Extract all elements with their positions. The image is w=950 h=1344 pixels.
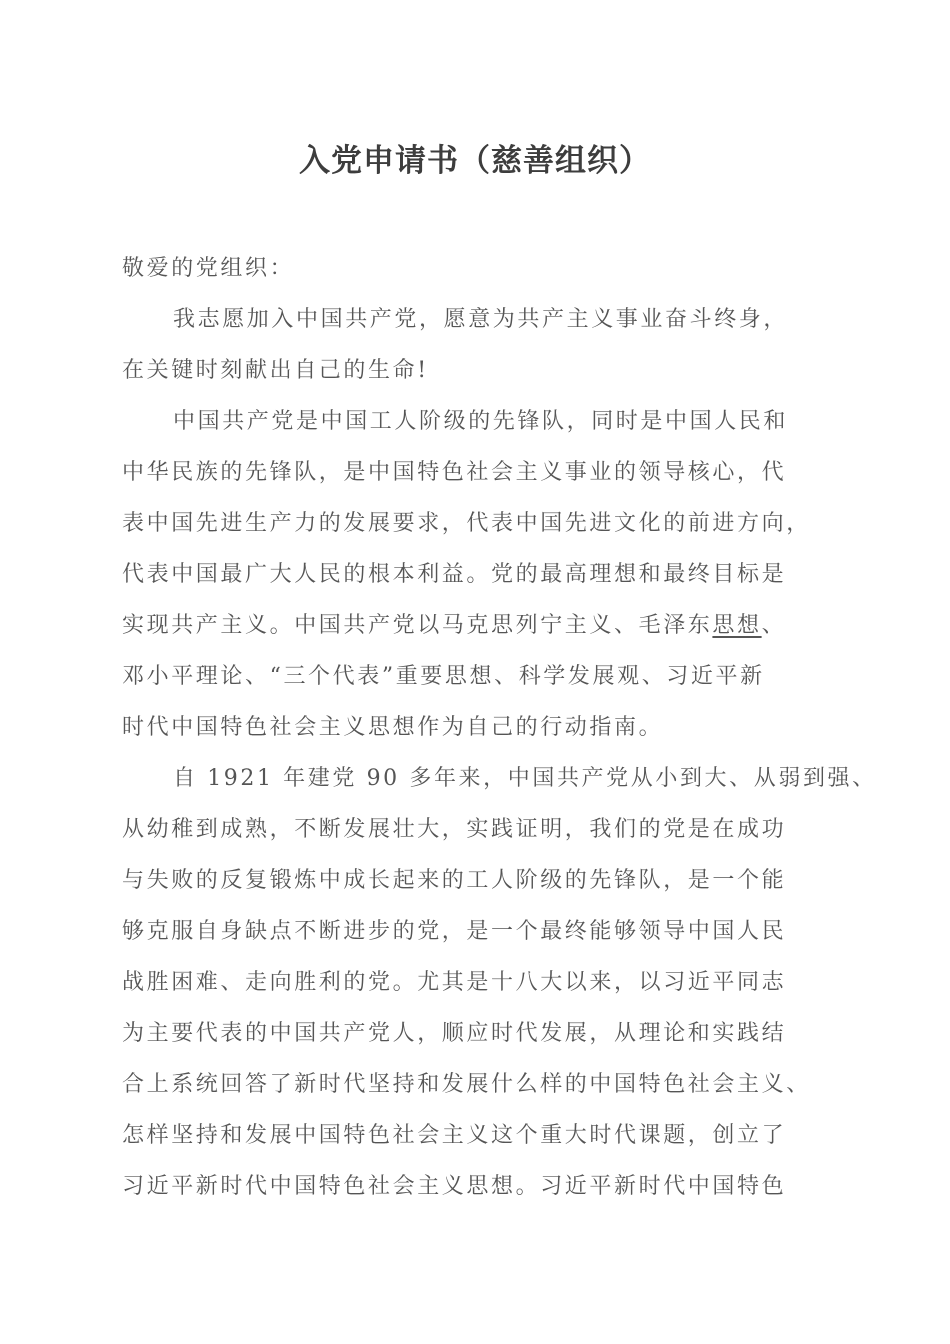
paragraph-line: 从幼稚到成熟，不断发展壮大，实践证明，我们的党是在成功 [122, 817, 787, 842]
paragraph-line: 够克服自身缺点不断进步的党，是一个最终能够领导中国人民 [122, 919, 787, 944]
paragraph-line: 时代中国特色社会主义思想作为自己的行动指南。 [122, 715, 664, 740]
paragraph-line: 我志愿加入中国共产党，愿意为共产主义事业奋斗终身， [173, 307, 789, 332]
underlined-text: 思想 [712, 613, 762, 638]
document-body [122, 243, 877, 1212]
paragraph-line: 合上系统回答了新时代坚持和发展什么样的中国特色社会主义、 [122, 1072, 811, 1097]
paragraph-line: 中国共产党是中国工人阶级的先锋队，同时是中国人民和 [173, 409, 789, 434]
paragraph-line: 自 1921 年建党 90 多年来，中国共产党从小到大、从弱到强、 [173, 766, 877, 791]
paragraph-line: 习近平新时代中国特色社会主义思想。习近平新时代中国特色 [122, 1174, 787, 1199]
paragraph-line: 表中国先进生产力的发展要求，代表中国先进文化的前进方向， [122, 511, 811, 536]
salutation: 敬爱的党组织： [122, 256, 295, 281]
paragraph-line: 邓小平理论、“三个代表”重要思想、科学发展观、习近平新 [122, 664, 765, 689]
document-title: 入党申请书（慈善组织） [299, 143, 651, 179]
paragraph-line: 为主要代表的中国共产党人，顺应时代发展，从理论和实践结 [122, 1021, 787, 1046]
paragraph-line [122, 600, 812, 651]
paragraph-line: 在关键时刻献出自己的生命! [122, 358, 429, 383]
text-segment: 实现共产主义。中国共产党以马克思列宁主义、毛泽东 [122, 613, 713, 638]
paragraph-line: 代表中国最广大人民的根本利益。党的最高理想和最终目标是 [122, 562, 787, 587]
text-segment: 、 [761, 613, 787, 638]
paragraph-line: 与失败的反复锻炼中成长起来的工人阶级的先锋队，是一个能 [122, 868, 787, 893]
paragraph-line: 战胜困难、走向胜利的党。尤其是十八大以来，以习近平同志 [122, 970, 787, 995]
paragraph-line: 中华民族的先锋队，是中国特色社会主义事业的领导核心，代 [122, 460, 787, 485]
paragraph-line: 怎样坚持和发展中国特色社会主义这个重大时代课题，创立了 [122, 1123, 787, 1148]
